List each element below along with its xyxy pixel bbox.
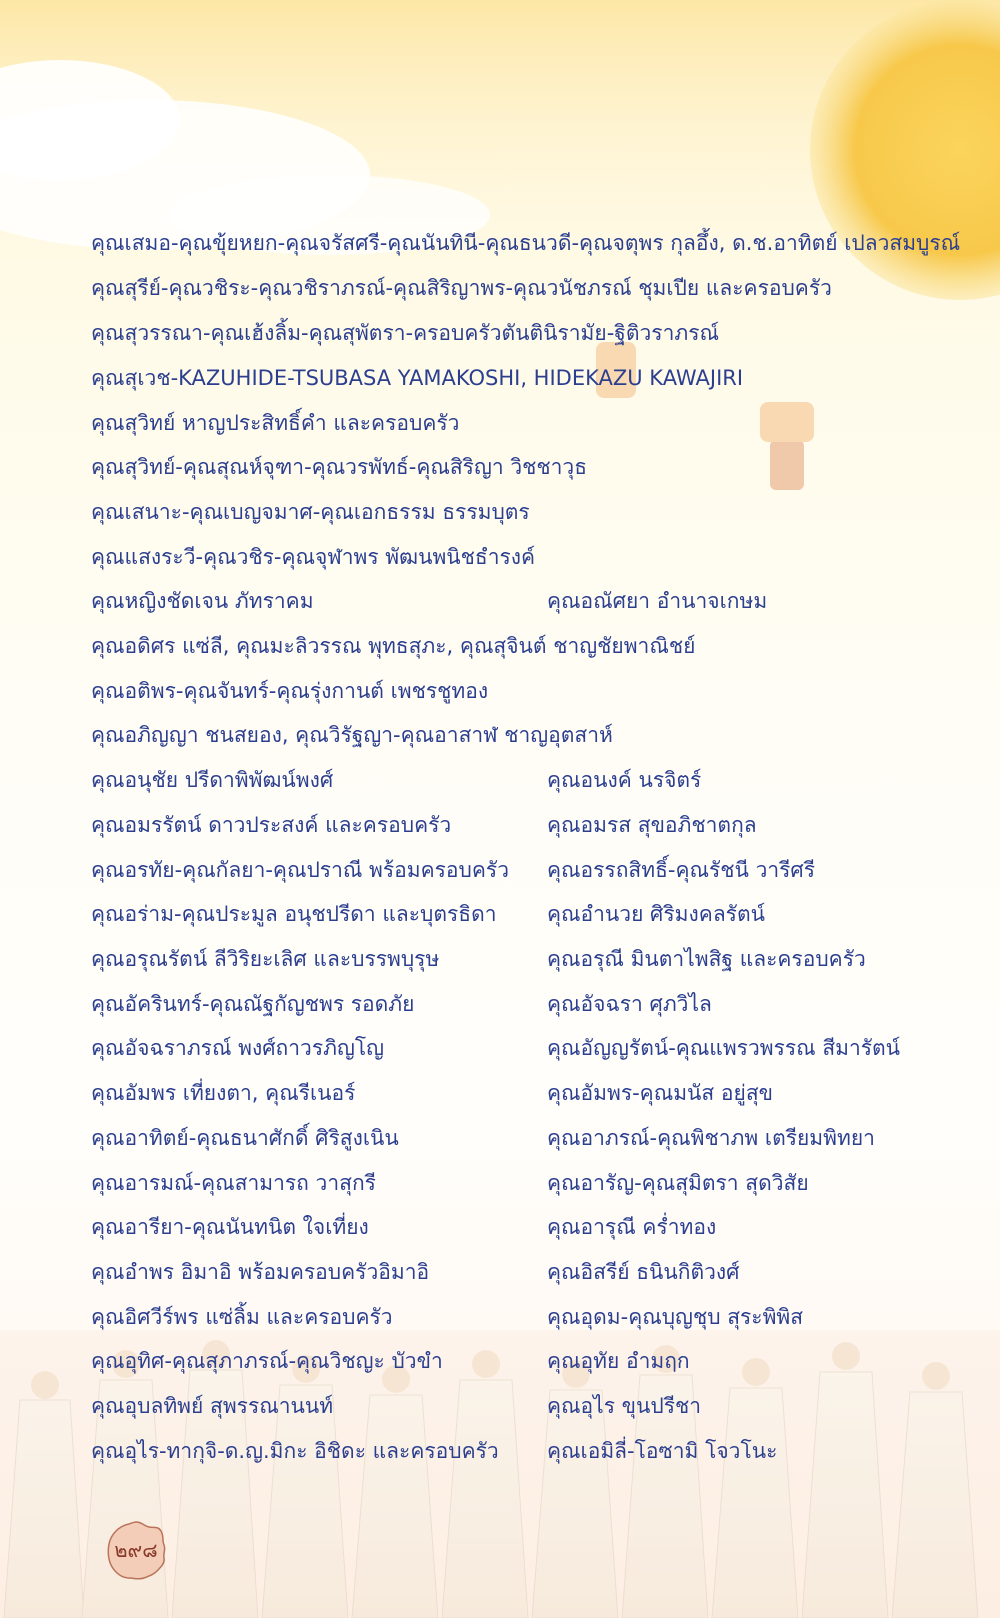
donor-line-right: คุณอำนวย ศิริมงคลรัตน์ bbox=[547, 902, 765, 926]
donor-line-right: คุณอณัศยา อำนาจเกษม bbox=[547, 589, 768, 613]
donor-line-right: คุณเอมิลี่-โอซามิ โจวโนะ bbox=[547, 1439, 778, 1463]
donor-line-left: คุณอุทิศ-คุณสุภาภรณ์-คุณวิชญะ บัวขำ bbox=[91, 1349, 443, 1373]
donor-line: คุณสุเวช-KAZUHIDE-TSUBASA YAMAKOSHI, HIDEKAZU KAWAJIRI bbox=[91, 366, 744, 390]
donor-line-right: คุณอัมพร-คุณมนัส อยู่สุข bbox=[547, 1081, 773, 1105]
donor-line-right: คุณอิสรีย์ ธนินกิติวงศ์ bbox=[547, 1260, 740, 1284]
page-number-badge bbox=[106, 1520, 166, 1580]
donor-line-left: คุณอารียา-คุณนันทนิต ใจเที่ยง bbox=[91, 1215, 369, 1239]
donor-line-right: คุณอมรส สุขอภิชาตกุล bbox=[547, 813, 757, 837]
donor-line: คุณเสนาะ-คุณเบญจมาศ-คุณเอกธรรม ธรรมบุตร bbox=[91, 500, 530, 524]
donor-line-left: คุณอัครินทร์-คุณณัฐกัญชพร รอดภัย bbox=[91, 992, 415, 1016]
donor-line-left: คุณอมรรัตน์ ดาวประสงค์ และครอบครัว bbox=[91, 813, 452, 837]
donor-line-left: คุณอรุณรัตน์ ลีวิริยะเลิศ และบรรพบุรุษ bbox=[91, 947, 440, 971]
donor-line-right: คุณอัจฉรา ศุภวิไล bbox=[547, 992, 712, 1016]
donor-line-left: คุณอำพร อิมาอิ พร้อมครอบครัวอิมาอิ bbox=[91, 1260, 430, 1284]
donor-line-right: คุณอุไร ขุนปรีชา bbox=[547, 1394, 702, 1418]
donor-line-right: คุณอาภรณ์-คุณพิชาภพ เตรียมพิทยา bbox=[547, 1126, 875, 1150]
donor-line-right: คุณอุดม-คุณบุญชุบ สุระพิพิส bbox=[547, 1305, 804, 1329]
donor-line-right: คุณอารัญ-คุณสุมิตรา สุดวิสัย bbox=[547, 1171, 809, 1195]
donor-line-left: คุณอาทิตย์-คุณธนาศักดิ์ ศิริสูงเนิน bbox=[91, 1126, 399, 1150]
donor-line-left: คุณอิศวีร์พร แซ่ลิ้ม และครอบครัว bbox=[91, 1305, 393, 1329]
donor-line: คุณอภิญญา ชนสยอง, คุณวิรัฐญา-คุณอาสาฬ ชาญอุตสาห์ bbox=[91, 723, 613, 747]
donor-line-left: คุณอัจฉราภรณ์ พงศ์ถาวรภิญโญ bbox=[91, 1036, 385, 1060]
donor-line-right: คุณอุทัย อำมฤก bbox=[547, 1349, 690, 1373]
donor-line-left: คุณอัมพร เที่ยงตา, คุณรีเนอร์ bbox=[91, 1081, 356, 1105]
donor-line-left: คุณอารมณ์-คุณสามารถ วาสุกรี bbox=[91, 1171, 376, 1195]
donor-line-left: คุณอุบลทิพย์ สุพรรณานนท์ bbox=[91, 1394, 334, 1418]
donor-line: คุณสุวิทย์-คุณสุณห์จุฑา-คุณวรพัทธ์-คุณสิริญา วิชชาวุธ bbox=[91, 455, 588, 479]
donor-line: คุณสุวิทย์ หาญประสิทธิ์คำ และครอบครัว bbox=[91, 411, 460, 435]
donor-line-right: คุณอนงค์ นรจิตร์ bbox=[547, 768, 702, 792]
donor-line: คุณอติพร-คุณจันทร์-คุณรุ่งกานต์ เพชรชูทอง bbox=[91, 679, 489, 703]
donor-line: คุณสุวรรณา-คุณเฮ้งลิ้ม-คุณสุพัตรา-ครอบครัวตันตินิรามัย-ฐิติวราภรณ์ bbox=[91, 321, 719, 345]
donor-line: คุณอดิศร แซ่ลี, คุณมะลิวรรณ พุทธสุภะ, คุณสุจินต์ ชาญชัยพาณิชย์ bbox=[91, 634, 696, 658]
donor-line-right: คุณอรุณี มินตาไพสิฐ และครอบครัว bbox=[547, 947, 866, 971]
donor-line-right: คุณอรรถสิทธิ์-คุณรัชนี วารีศรี bbox=[547, 858, 816, 882]
donor-line-left: คุณอรทัย-คุณกัลยา-คุณปราณี พร้อมครอบครัว bbox=[91, 858, 509, 882]
donor-line-right: คุณอัญญรัตน์-คุณแพรวพรรณ สีมารัตน์ bbox=[547, 1036, 901, 1060]
donor-line-left: คุณอุไร-ทากุจิ-ด.ญ.มิกะ อิชิดะ และครอบครัว bbox=[91, 1439, 499, 1463]
donor-line: คุณแสงระวี-คุณวชิร-คุณจุฬาพร พัฒนพนิชธำรงค์ bbox=[91, 545, 536, 569]
donor-line: คุณเสมอ-คุณขุ้ยหยก-คุณจรัสศรี-คุณนันทินี-คุณธนวดี-คุณจตุพร กุลอึ้ง, ด.ช.อาทิตย์ เปลวสมบูรณ์ bbox=[91, 231, 961, 255]
donor-line-left: คุณอนุชัย ปรีดาพิพัฒน์พงศ์ bbox=[91, 768, 334, 792]
donor-line-right: คุณอารุณี คร่ำทอง bbox=[547, 1215, 717, 1239]
donor-line-left: คุณอร่าม-คุณประมูล อนุชปรีดา และบุตรธิดา bbox=[91, 902, 497, 926]
page-number: ๒๙๘ bbox=[114, 1538, 158, 1562]
donor-line-left: คุณหญิงชัดเจน ภัทราคม bbox=[91, 589, 314, 613]
donor-line: คุณสุรีย์-คุณวชิระ-คุณวชิราภรณ์-คุณสิริญาพร-คุณวนัชภรณ์ ชุมเปีย และครอบครัว bbox=[91, 276, 832, 300]
